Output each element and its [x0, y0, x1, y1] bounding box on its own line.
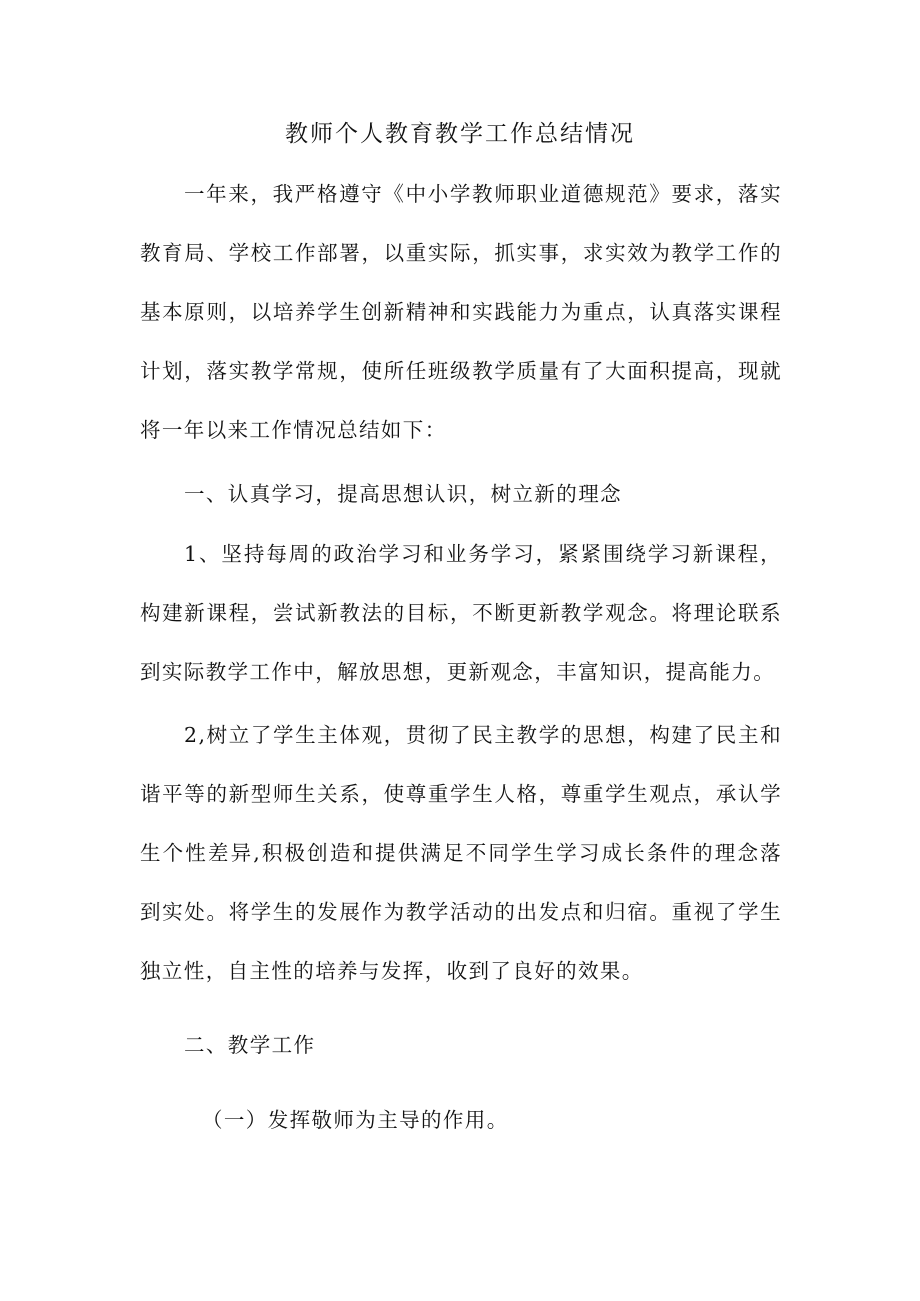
item-paragraph-1: 1、坚持每周的政治学习和业务学习，紧紧围绕学习新课程，构建新课程，尝试新教法的目标，不断更新教学观念。将理论联系到实际教学工作中，解放思想，更新观念，丰富知识，提高能力。 [140, 542, 782, 684]
subsection-heading-1: （一）发挥敬师为主导的作用。 [202, 1108, 509, 1132]
document-title: 教师个人教育教学工作总结情况 [285, 121, 635, 147]
section-heading-2: 二、教学工作 [184, 1033, 316, 1057]
section-heading-1: 一、认真学习，提高思想认识，树立新的理念 [184, 482, 622, 506]
intro-paragraph: 一年来，我严格遵守《中小学教师职业道德规范》要求，落实教育局、学校工作部署，以重实际，抓实事，求实效为教学工作的基本原则，以培养学生创新精神和实践能力为重点，认真落实课程计划，落实教学常规，使所任班级教学质量有了大面积提高，现就将一年以来工作情况总结如下： [140, 182, 782, 442]
item-paragraph-2: 2,树立了学生主体观，贯彻了民主教学的思想，构建了民主和谐平等的新型师生关系，使尊重学生人格，尊重学生观点，承认学生个性差异,积极创造和提供满足不同学生学习成长条件的理念落到实处。将学生的发展作为教学活动的出发点和归宿。重视了学生独立性，自主性的培养与发挥，收到了良好的效果。 [140, 723, 782, 983]
